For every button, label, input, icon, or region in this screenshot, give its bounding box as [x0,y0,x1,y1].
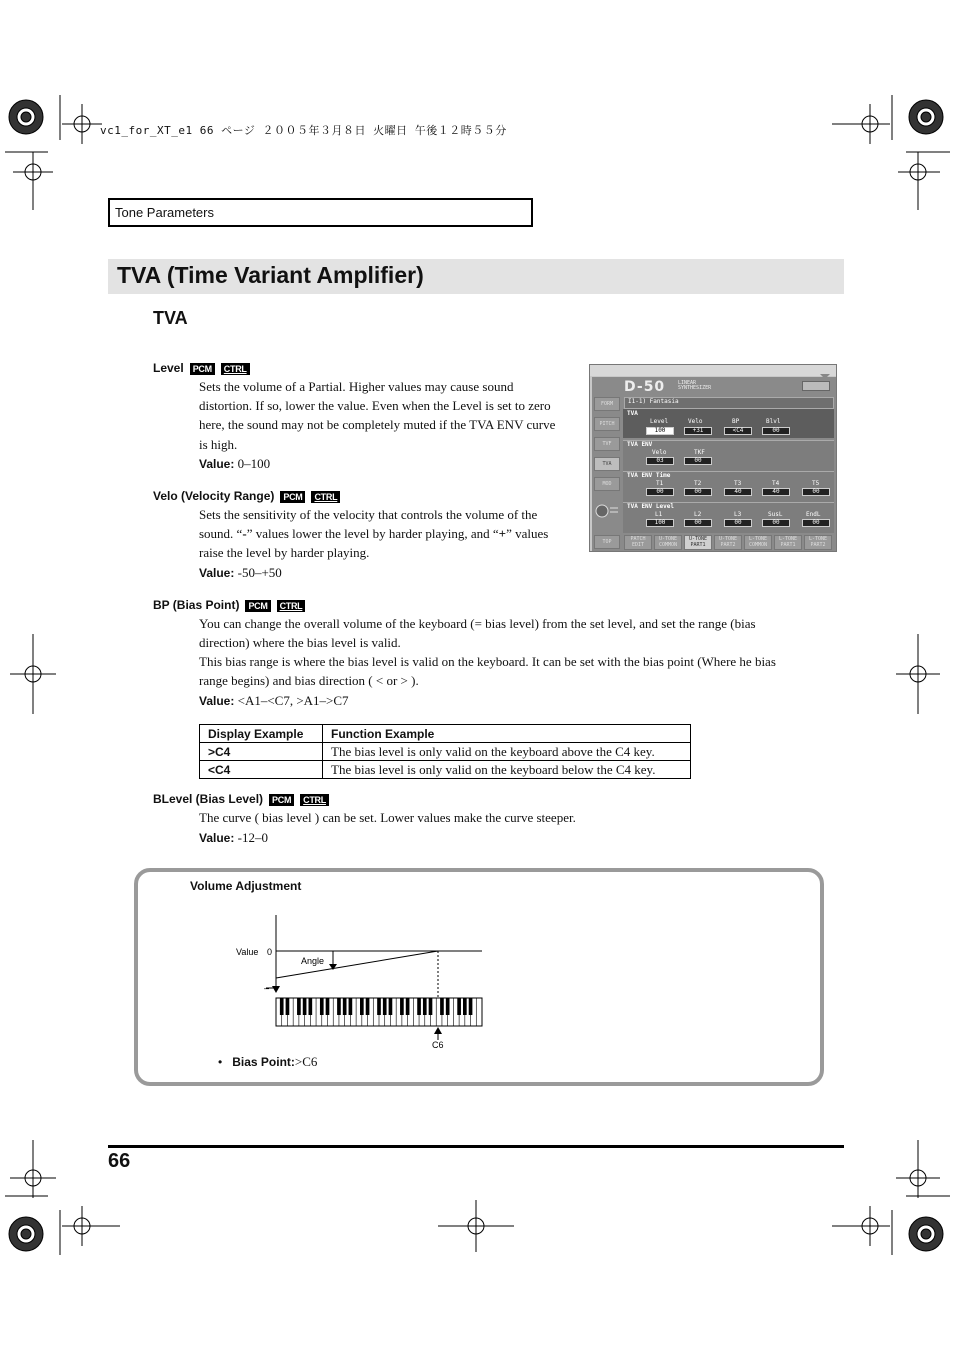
screen-field-label: BP [732,418,740,425]
param-body-blevel: The curve ( bias level ) can be set. Lower values make the curve steeper. [199,810,576,825]
screen-bottom-tab: PATCH EDIT [624,535,652,550]
param-title-level [153,361,250,375]
screen-bottom-tab: L-TONE PART2 [804,535,832,550]
dial-icon [594,503,620,519]
black-key [349,998,353,1015]
d50-screen-image [589,364,837,552]
screen-env-label: TVA ENV [627,441,653,448]
screen-bottom-tab: U-TONE COMMON [654,535,682,550]
table-header: Function Example [323,725,691,743]
ctrl-badge: CTRL [277,600,306,612]
table-header-row [200,725,691,743]
value-axis-label: Value [236,947,259,957]
screen-field-value: 00 [646,488,674,496]
screen-field-label: TKF [694,449,705,456]
screen-field-label: L3 [734,511,742,518]
screen-field-label: L1 [655,511,663,518]
value-label: Value: [199,566,235,580]
table-cell: The bias level is only valid on the keyboard above the C4 key. [323,743,691,761]
screen-field-value: +31 [684,427,712,435]
param-value-level [199,454,270,474]
body-part: ” values lower the level by harder playing, and “ [246,526,499,542]
bias-example-table [199,724,691,779]
chevron-down-icon [818,367,832,374]
angle-label: Angle [301,956,325,966]
value-text: <A1–<C7, >A1–>C7 [237,693,349,708]
ctrl-badge: CTRL [221,363,250,375]
screen-bottom-tab: U-TONE PART1 [684,535,712,550]
black-key [309,998,313,1015]
body-part: Sets the sensitivity of the velocity that controls the volume of the sound. “ [199,507,538,542]
black-key [377,998,381,1015]
pcm-badge: PCM [190,363,215,375]
black-key [337,998,341,1015]
page-number: 66 [108,1150,131,1172]
param-title-blevel [153,792,329,806]
value-text: 0–100 [237,456,271,471]
param-title-text: BLevel (Bias Level) [153,792,264,806]
value-text: -12–0 [237,830,268,845]
screen-logo-sub: LINEAR SYNTHESIZER [678,380,712,391]
screen-tab-tva: TVA [594,457,620,471]
screen-bottom-tab: U-TONE PART2 [714,535,742,550]
screen-field-value: 00 [762,427,790,435]
minus-label: – [264,983,270,993]
screen-field-value: <C4 [724,427,752,435]
screen-field-label: SusL [768,511,783,518]
black-key [406,998,410,1015]
bullet-icon: • [218,1055,223,1069]
screen-field-value: 00 [684,488,712,496]
screen-field-value: 100 [646,427,674,435]
param-title-text: Level [153,361,184,375]
black-key [286,998,290,1015]
print-header: vc1_for_XT_e1 66 ページ ２００５年３月８日 火曜日 午後１２時５５分 [100,124,507,137]
black-key [463,998,467,1015]
black-key [366,998,370,1015]
black-key [440,998,444,1015]
screen-field-value: 100 [646,519,674,527]
bias-point-bullet [218,1054,317,1070]
black-key [446,998,450,1015]
param-body-velo [199,505,571,563]
black-key [360,998,364,1015]
minus-arrow-icon [272,986,280,993]
screen-field-label: T5 [812,480,820,487]
black-key [297,998,301,1015]
screen-badge [802,381,830,391]
screen-field-value: 00 [762,519,790,527]
screen-tab-tvf: TVF [594,437,620,451]
screen-field-value: 40 [762,488,790,496]
screen-tva-label: TVA [627,410,638,417]
value-label: Value: [199,457,235,471]
screen-field-label: L2 [694,511,702,518]
param-title-text: Velo (Velocity Range) [153,489,275,503]
screen-field-value: 40 [724,488,752,496]
param-title-velo [153,489,340,503]
screen-field-label: T2 [694,480,702,487]
screen-field-label: Velo [652,449,667,456]
bullet-label: Bias Point: [232,1055,295,1069]
screen-tab-pitch: PITCH [594,417,620,431]
screen-field-label: Level [650,418,669,425]
screen-logo: D-50 [624,379,666,395]
black-key [280,998,284,1015]
black-key [343,998,347,1015]
black-key [469,998,473,1015]
black-key [303,998,307,1015]
screen-level-label: TVA ENV Level [627,503,674,510]
black-key [383,998,387,1015]
screen-field-label: T4 [772,480,780,487]
ctrl-badge: CTRL [311,491,340,503]
black-key [326,998,330,1015]
footer-rule [108,1145,844,1148]
zero-label: 0 [267,947,273,957]
screen-field-label: Velo [688,418,703,425]
screen-tab-top: TOP [594,535,620,549]
param-value-blevel [199,828,268,848]
screen-field-label: T3 [734,480,742,487]
section-label: Tone Parameters [108,198,533,227]
page-title: TVA (Time Variant Amplifier) [117,262,424,288]
black-key [457,998,461,1015]
keyboard-icon [276,998,482,1026]
param-value-velo [199,563,282,583]
value-label: Value: [199,831,235,845]
note-title: Volume Adjustment [190,879,302,893]
screen-field-value: 00 [684,457,712,465]
bias-diagram [230,910,500,1055]
plus-sign: + [498,526,507,542]
screen-field-value: 00 [684,519,712,527]
black-key [423,998,427,1015]
ctrl-badge: CTRL [300,794,329,806]
c6-arrow-icon [434,1027,442,1034]
param-value-bp [199,691,349,711]
body-part: ” values raise the level by harder playing. [199,526,549,561]
black-key [389,998,393,1015]
pcm-badge: PCM [245,600,270,612]
black-key [417,998,421,1015]
screen-tab-mod: MOD [594,477,620,491]
screen-field-value: 00 [802,488,830,496]
black-key [400,998,404,1015]
screen-field-label: Blvl [766,418,781,425]
screen-tab-form: FORM [594,397,620,411]
screen-field-label: EndL [806,511,821,518]
page-heading-bar [108,259,844,294]
table-row [200,743,691,761]
value-text: -50–+50 [237,565,282,580]
param-body-level: Sets the volume of a Partial. Higher values may cause sound distortion. If so, lower the value. Even when the Level is set to zero here, the sound may not be completely muted if the TVA ENV curve is high. [199,379,556,452]
param-body2-bp: This bias range is where the bias level is valid on the keyboard. It can be set with the bias point (Where he bias range begins) and bias direction ( < or > ). [199,654,776,689]
minus-sign: - [242,526,247,542]
black-key [429,998,433,1015]
screen-field-value: 00 [724,519,752,527]
c6-label: C6 [432,1040,444,1050]
param-title-bp [153,598,305,612]
pcm-badge: PCM [280,491,305,503]
screen-time-label: TVA ENV Time [627,472,671,479]
screen-field-label: T1 [656,480,664,487]
table-row [200,761,691,779]
param-title-text: BP (Bias Point) [153,598,240,612]
table-cell: >C4 [200,743,323,761]
screen-field-value: 00 [802,519,830,527]
value-label: Value: [199,694,235,708]
screen-field-value: 03 [646,457,674,465]
subheading: TVA [153,308,188,328]
table-header: Display Example [200,725,323,743]
table-cell: <C4 [200,761,323,779]
screen-bottom-tab: L-TONE PART1 [774,535,802,550]
black-key [320,998,324,1015]
screen-patch-name: I1-1) Fantasia [628,398,679,405]
screen-top-strip [590,365,837,376]
pcm-badge: PCM [269,794,294,806]
param-body-bp: You can change the overall volume of the keyboard (= bias level) from the set level, and set the range (bias direction) where the bias level is valid. [199,616,756,651]
screen-bottom-tab: L-TONE COMMON [744,535,772,550]
bullet-value: >C6 [294,1054,318,1069]
table-cell: The bias level is only valid on the keyboard below the C4 key. [323,761,691,779]
